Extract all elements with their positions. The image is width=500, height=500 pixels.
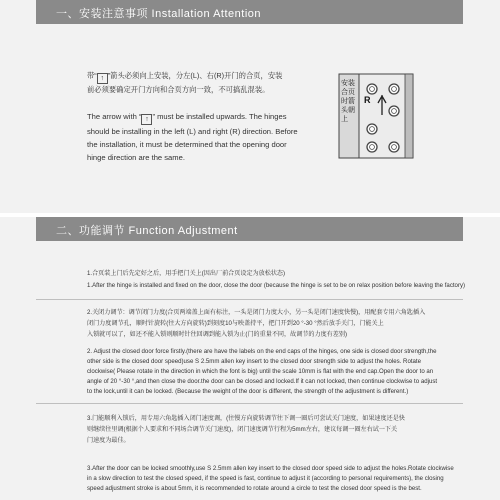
installation-header — [36, 0, 463, 24]
step3-en: 3.After the door can be locked smoothly,use S 2.5mm allen key insert to the closed door speed side to adjust the holes.Rotate clockwise in a slow direction to test the closed speed, if the speed is fast, continue to adjust it (according to personal requirements), the closing speed adjustment stroke is about 5mm, it is recommended to rotate around a circle to test the closed door speed is the best. — [87, 465, 454, 492]
step2-cn: 2.关闭力调节：调节闭门力度(合页两端盖上面有标注，一头是闭门力度大小，另一头是闭门速度快慢)，用配套专用六角匙插入 闭门力度调节孔，顺时针旋转(往大方向旋转)到刻度10与映盖持平，把门开到20 °-30 °然后放手关门，门能关上 入锁就可以了，如还不能入锁则顺时针往回调到能入锁为止(门的重量不同，故调节的力度有差别) — [87, 309, 426, 338]
step1-en: 1.After the hinge is installed and fixed on the door, close the door (because the hinge is set to be on relax position before leaving the factory) — [87, 282, 466, 289]
installation-en-text: The arrow with “ ↑ ” must be installed upwards. The hinges should be installing in the left (L) and right (R) direction. Before the installation, it must be determined that the opening door hinge direction are the same. — [87, 112, 298, 162]
installation-title: 一、安装注意事项 Installation Attention — [56, 8, 262, 20]
arrow-up-icon: ↑ — [141, 114, 152, 125]
step2-en: 2. Adjust the closed door force firstly.(there are have the labels on the end caps of the hinges, one side is closed door strength,the other side is the closed door speed)use S 2.5mm allen key insert to the closed door strength side to adjust the holes. Rotate clockwise( Please rotate in the direction in which the font is big) until the scale 10mm is flat with the end cap.Open the door to an angle of 20 °-30 °,and then close the door.the door can be closed and locked.If it can not locked, then continue clockwise to adjust to the lock,until it can be locked. (Because the weight of the door is different, the strength of the adjustment is different.) — [87, 348, 438, 395]
divider — [36, 299, 463, 300]
function-section — [0, 217, 500, 500]
function-header — [36, 217, 463, 241]
hinge-illustration — [338, 73, 414, 159]
hinge-direction-letter: R — [364, 95, 371, 105]
step1-cn: 1.合页装上门后先定好之后，用手把门关上(因出厂前合页设定为放松状态) — [87, 270, 286, 277]
function-title: 二、功能调节 Function Adjustment — [56, 225, 238, 237]
divider — [36, 403, 463, 404]
installation-cn-text: 带“ ↑ ”箭头必须向上安装，分左(L)、右(R)开门的合页，安装 前必须要确定开门方向和合页方向一致，不可搞乱混装。 — [87, 71, 283, 94]
step3-cn: 3.门能顺利入锁后，用专用六角匙插入闭门速度调，(往慢方向旋转调节往下调一圈后可尝试关门速度，如果速度还是快 则继续往里调(根据个人要求和不同场合调节关门速度)，闭门速度调节行程为5mm左右，建议每调一圈左右试一下关 门速度为最佳。 — [87, 415, 405, 444]
installation-section — [0, 0, 500, 213]
hinge-direction-label: 安装合页时箭头朝上 — [341, 80, 355, 123]
arrow-up-icon: ↑ — [97, 73, 108, 84]
